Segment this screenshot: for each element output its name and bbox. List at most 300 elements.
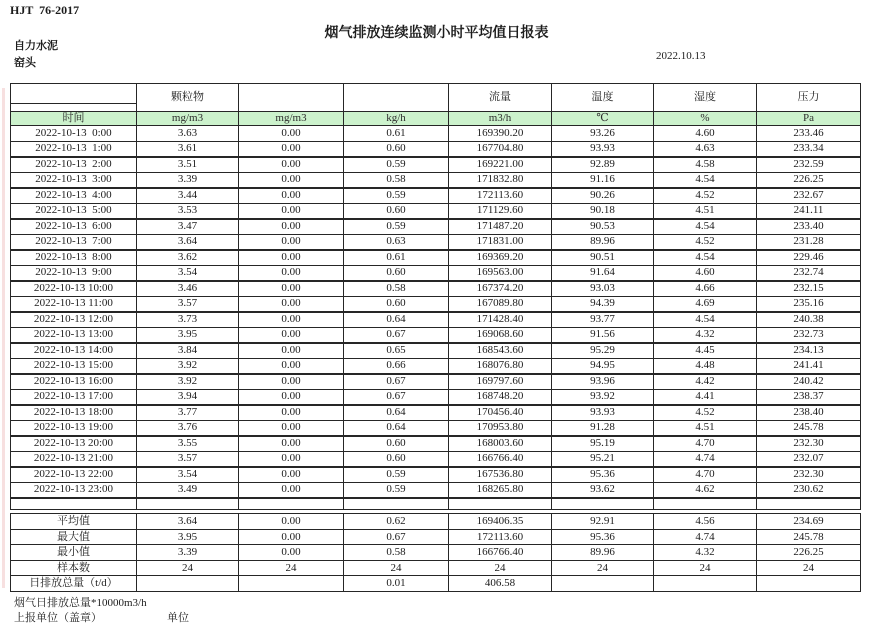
value-cell: 4.66 <box>654 281 757 297</box>
value-cell: 3.47 <box>137 219 239 235</box>
value-cell: 168076.80 <box>449 358 552 374</box>
table-row <box>11 188 861 204</box>
doc-code: HJT 76-2017 <box>10 3 80 17</box>
value-cell: 0.66 <box>344 358 449 374</box>
table-row <box>11 219 861 235</box>
time-cell: 2022-10-13 8:00 <box>11 250 137 266</box>
value-cell: 4.41 <box>654 389 757 405</box>
time-cell: 2022-10-13 0:00 <box>11 126 137 142</box>
value-cell: 169563.00 <box>449 265 552 281</box>
table-row <box>11 467 861 483</box>
value-cell: 0.00 <box>239 126 344 142</box>
value-cell: 0.01 <box>344 576 449 592</box>
table-row <box>11 265 861 281</box>
value-cell: 93.77 <box>552 312 654 328</box>
value-cell: 0.00 <box>239 312 344 328</box>
value-cell: 3.73 <box>137 312 239 328</box>
value-cell: 0.59 <box>344 467 449 483</box>
time-cell: 2022-10-13 12:00 <box>11 312 137 328</box>
value-cell: 95.19 <box>552 436 654 452</box>
value-cell: 0.00 <box>239 358 344 374</box>
value-cell: 4.62 <box>654 482 757 498</box>
table-row <box>11 576 861 592</box>
value-cell: 168265.80 <box>449 482 552 498</box>
value-cell: 171487.20 <box>449 219 552 235</box>
value-cell: 3.44 <box>137 188 239 204</box>
value-cell: 3.64 <box>137 234 239 250</box>
value-cell: 171428.40 <box>449 312 552 328</box>
time-cell: 2022-10-13 11:00 <box>11 296 137 312</box>
unit-header-row <box>11 112 861 126</box>
value-cell: 4.70 <box>654 467 757 483</box>
value-cell <box>11 498 137 510</box>
value-cell: 0.63 <box>344 234 449 250</box>
value-cell: 0.58 <box>344 281 449 297</box>
summary-label-cell: 平均值 <box>11 514 137 530</box>
time-cell: 2022-10-13 3:00 <box>11 172 137 188</box>
value-cell: 168748.20 <box>449 389 552 405</box>
value-cell: 0.60 <box>344 265 449 281</box>
value-cell: 0.00 <box>239 451 344 467</box>
value-cell <box>239 576 344 592</box>
value-cell: 3.39 <box>137 545 239 561</box>
group-header-row <box>11 84 861 112</box>
value-cell: 233.40 <box>757 219 861 235</box>
value-cell: 169406.35 <box>449 514 552 530</box>
value-cell: 91.64 <box>552 265 654 281</box>
value-cell: 90.26 <box>552 188 654 204</box>
value-cell: 94.95 <box>552 358 654 374</box>
value-cell: 91.16 <box>552 172 654 188</box>
value-cell: 3.95 <box>137 529 239 545</box>
value-cell: 3.76 <box>137 420 239 436</box>
time-cell: 2022-10-13 17:00 <box>11 389 137 405</box>
value-cell: 0.00 <box>239 529 344 545</box>
value-cell: 0.00 <box>239 172 344 188</box>
group-header-pressure: 压力 <box>757 84 861 112</box>
summary-label-cell: 日排放总量（t/d） <box>11 576 137 592</box>
value-cell: 168003.60 <box>449 436 552 452</box>
value-cell: 245.78 <box>757 420 861 436</box>
table-row <box>11 203 861 219</box>
table-row <box>11 312 861 328</box>
time-cell: 2022-10-13 5:00 <box>11 203 137 219</box>
value-cell: 169068.60 <box>449 327 552 343</box>
value-cell: 24 <box>552 560 654 576</box>
value-cell: 4.52 <box>654 405 757 421</box>
value-cell: 231.28 <box>757 234 861 250</box>
summary-label-cell: 最小值 <box>11 545 137 561</box>
table-row <box>11 498 861 510</box>
value-cell: 232.07 <box>757 451 861 467</box>
value-cell: 232.30 <box>757 467 861 483</box>
value-cell: 171831.00 <box>449 234 552 250</box>
table-row <box>11 529 861 545</box>
table-row <box>11 436 861 452</box>
value-cell: 232.74 <box>757 265 861 281</box>
table-row <box>11 374 861 390</box>
value-cell: 0.58 <box>344 545 449 561</box>
value-cell: 3.51 <box>137 157 239 173</box>
time-cell: 2022-10-13 7:00 <box>11 234 137 250</box>
value-cell: 0.00 <box>239 157 344 173</box>
value-cell: 0.00 <box>239 514 344 530</box>
value-cell: 226.25 <box>757 172 861 188</box>
flow-total-note: 烟气日排放总量*10000m3/h <box>14 597 147 609</box>
scan-artifact-line <box>2 88 5 588</box>
value-cell: 0.60 <box>344 296 449 312</box>
value-cell: 226.25 <box>757 545 861 561</box>
value-cell: 4.54 <box>654 250 757 266</box>
time-cell: 2022-10-13 20:00 <box>11 436 137 452</box>
value-cell: 3.92 <box>137 358 239 374</box>
table-row <box>11 343 861 359</box>
value-cell: 230.62 <box>757 482 861 498</box>
value-cell: 4.69 <box>654 296 757 312</box>
unit-label: 单位 <box>167 612 189 624</box>
value-cell: 233.34 <box>757 141 861 157</box>
value-cell: 4.51 <box>654 203 757 219</box>
table-row <box>11 514 861 530</box>
value-cell: 170953.80 <box>449 420 552 436</box>
value-cell <box>552 498 654 510</box>
value-cell: 0.00 <box>239 467 344 483</box>
value-cell: 232.73 <box>757 327 861 343</box>
value-cell: 169390.20 <box>449 126 552 142</box>
table-row <box>11 545 861 561</box>
value-cell: 0.59 <box>344 482 449 498</box>
unit-time: 时间 <box>11 112 137 126</box>
value-cell: 3.64 <box>137 514 239 530</box>
value-cell <box>757 576 861 592</box>
value-cell <box>344 498 449 510</box>
value-cell: 4.48 <box>654 358 757 374</box>
value-cell: 4.54 <box>654 219 757 235</box>
value-cell: 166766.40 <box>449 451 552 467</box>
time-cell: 2022-10-13 4:00 <box>11 188 137 204</box>
table-row <box>11 560 861 576</box>
table-row <box>11 141 861 157</box>
table-body <box>11 126 861 592</box>
value-cell: 169797.60 <box>449 374 552 390</box>
value-cell: 0.00 <box>239 420 344 436</box>
value-cell: 3.46 <box>137 281 239 297</box>
value-cell: 3.57 <box>137 296 239 312</box>
value-cell: 167704.80 <box>449 141 552 157</box>
value-cell: 0.00 <box>239 234 344 250</box>
value-cell: 4.32 <box>654 545 757 561</box>
reporting-unit-label: 上报单位（盖章） <box>14 612 102 624</box>
value-cell <box>239 498 344 510</box>
value-cell: 232.59 <box>757 157 861 173</box>
value-cell: 0.65 <box>344 343 449 359</box>
unit-kg-h: kg/h <box>344 112 449 126</box>
value-cell: 3.54 <box>137 467 239 483</box>
value-cell: 24 <box>239 560 344 576</box>
table-row <box>11 451 861 467</box>
value-cell: 3.57 <box>137 451 239 467</box>
table-row <box>11 389 861 405</box>
value-cell: 0.67 <box>344 389 449 405</box>
value-cell: 4.60 <box>654 126 757 142</box>
value-cell: 93.93 <box>552 141 654 157</box>
value-cell: 3.53 <box>137 203 239 219</box>
value-cell: 90.18 <box>552 203 654 219</box>
value-cell: 91.28 <box>552 420 654 436</box>
value-cell: 4.42 <box>654 374 757 390</box>
value-cell: 240.38 <box>757 312 861 328</box>
value-cell: 3.49 <box>137 482 239 498</box>
value-cell: 0.00 <box>239 141 344 157</box>
value-cell: 0.60 <box>344 203 449 219</box>
value-cell: 232.30 <box>757 436 861 452</box>
value-cell: 235.16 <box>757 296 861 312</box>
value-cell: 4.74 <box>654 529 757 545</box>
table-row <box>11 126 861 142</box>
value-cell: 0.00 <box>239 265 344 281</box>
value-cell: 3.77 <box>137 405 239 421</box>
group-header-blank-1 <box>239 84 344 112</box>
value-cell: 170456.40 <box>449 405 552 421</box>
value-cell: 0.64 <box>344 312 449 328</box>
group-header-humidity: 湿度 <box>654 84 757 112</box>
value-cell: 91.56 <box>552 327 654 343</box>
value-cell: 0.64 <box>344 420 449 436</box>
value-cell: 95.36 <box>552 529 654 545</box>
table-row <box>11 250 861 266</box>
value-cell: 4.63 <box>654 141 757 157</box>
value-cell: 406.58 <box>449 576 552 592</box>
value-cell: 3.84 <box>137 343 239 359</box>
value-cell: 166766.40 <box>449 545 552 561</box>
value-cell: 0.60 <box>344 141 449 157</box>
value-cell <box>552 576 654 592</box>
value-cell: 0.59 <box>344 219 449 235</box>
time-cell: 2022-10-13 14:00 <box>11 343 137 359</box>
value-cell: 171832.80 <box>449 172 552 188</box>
value-cell: 172113.60 <box>449 529 552 545</box>
time-group-header <box>11 84 137 112</box>
value-cell: 0.64 <box>344 405 449 421</box>
value-cell: 229.46 <box>757 250 861 266</box>
value-cell: 238.40 <box>757 405 861 421</box>
unit-mg-m3-2: mg/m3 <box>239 112 344 126</box>
value-cell: 3.95 <box>137 327 239 343</box>
value-cell: 4.70 <box>654 436 757 452</box>
table-row <box>11 296 861 312</box>
time-cell: 2022-10-13 10:00 <box>11 281 137 297</box>
value-cell: 3.61 <box>137 141 239 157</box>
value-cell: 95.21 <box>552 451 654 467</box>
group-header-particulate: 颗粒物 <box>137 84 239 112</box>
value-cell: 234.69 <box>757 514 861 530</box>
hourly-report-table <box>10 83 861 592</box>
value-cell: 0.61 <box>344 126 449 142</box>
company-name: 自力水泥 <box>14 40 58 52</box>
value-cell: 0.00 <box>239 250 344 266</box>
value-cell <box>757 498 861 510</box>
table-row <box>11 281 861 297</box>
group-header-flow: 流量 <box>449 84 552 112</box>
value-cell: 168543.60 <box>449 343 552 359</box>
value-cell: 3.62 <box>137 250 239 266</box>
value-cell: 0.00 <box>239 389 344 405</box>
value-cell: 0.00 <box>239 203 344 219</box>
value-cell: 0.60 <box>344 451 449 467</box>
value-cell: 93.26 <box>552 126 654 142</box>
value-cell: 0.59 <box>344 157 449 173</box>
value-cell: 3.94 <box>137 389 239 405</box>
value-cell: 0.00 <box>239 327 344 343</box>
value-cell: 24 <box>449 560 552 576</box>
time-cell: 2022-10-13 19:00 <box>11 420 137 436</box>
value-cell: 245.78 <box>757 529 861 545</box>
table-row <box>11 358 861 374</box>
value-cell: 0.67 <box>344 529 449 545</box>
value-cell: 0.60 <box>344 436 449 452</box>
value-cell: 238.37 <box>757 389 861 405</box>
value-cell: 232.15 <box>757 281 861 297</box>
value-cell: 3.39 <box>137 172 239 188</box>
value-cell: 172113.60 <box>449 188 552 204</box>
value-cell: 24 <box>137 560 239 576</box>
time-cell: 2022-10-13 15:00 <box>11 358 137 374</box>
value-cell: 0.00 <box>239 219 344 235</box>
unit-mg-m3-1: mg/m3 <box>137 112 239 126</box>
table-row <box>11 157 861 173</box>
table-row <box>11 482 861 498</box>
value-cell: 169221.00 <box>449 157 552 173</box>
value-cell: 4.52 <box>654 234 757 250</box>
value-cell: 167374.20 <box>449 281 552 297</box>
value-cell: 233.46 <box>757 126 861 142</box>
value-cell: 89.96 <box>552 234 654 250</box>
value-cell: 169369.20 <box>449 250 552 266</box>
table-row <box>11 172 861 188</box>
value-cell: 24 <box>757 560 861 576</box>
value-cell: 241.41 <box>757 358 861 374</box>
value-cell: 0.67 <box>344 374 449 390</box>
value-cell: 92.91 <box>552 514 654 530</box>
value-cell: 0.62 <box>344 514 449 530</box>
value-cell: 241.11 <box>757 203 861 219</box>
value-cell: 4.54 <box>654 312 757 328</box>
report-date: 2022.10.13 <box>656 50 706 62</box>
unit-celsius: ℃ <box>552 112 654 126</box>
value-cell: 4.52 <box>654 188 757 204</box>
value-cell: 90.53 <box>552 219 654 235</box>
monitoring-point: 窑头 <box>14 57 36 69</box>
value-cell: 4.58 <box>654 157 757 173</box>
time-cell: 2022-10-13 1:00 <box>11 141 137 157</box>
value-cell: 234.13 <box>757 343 861 359</box>
value-cell: 4.60 <box>654 265 757 281</box>
value-cell: 89.96 <box>552 545 654 561</box>
value-cell: 0.00 <box>239 545 344 561</box>
value-cell: 92.89 <box>552 157 654 173</box>
time-cell: 2022-10-13 2:00 <box>11 157 137 173</box>
unit-m3-h: m3/h <box>449 112 552 126</box>
value-cell: 0.00 <box>239 188 344 204</box>
time-cell: 2022-10-13 22:00 <box>11 467 137 483</box>
summary-label-cell: 最大值 <box>11 529 137 545</box>
value-cell: 4.56 <box>654 514 757 530</box>
value-cell: 171129.60 <box>449 203 552 219</box>
table-row <box>11 234 861 250</box>
value-cell: 4.51 <box>654 420 757 436</box>
value-cell: 0.59 <box>344 188 449 204</box>
value-cell: 0.00 <box>239 436 344 452</box>
value-cell: 3.92 <box>137 374 239 390</box>
time-cell: 2022-10-13 6:00 <box>11 219 137 235</box>
value-cell: 93.96 <box>552 374 654 390</box>
time-cell: 2022-10-13 21:00 <box>11 451 137 467</box>
time-cell: 2022-10-13 23:00 <box>11 482 137 498</box>
value-cell <box>654 576 757 592</box>
value-cell: 93.62 <box>552 482 654 498</box>
time-cell: 2022-10-13 18:00 <box>11 405 137 421</box>
value-cell <box>137 498 239 510</box>
value-cell: 93.92 <box>552 389 654 405</box>
table-row <box>11 420 861 436</box>
value-cell: 0.00 <box>239 405 344 421</box>
value-cell: 167536.80 <box>449 467 552 483</box>
value-cell: 93.03 <box>552 281 654 297</box>
value-cell: 95.36 <box>552 467 654 483</box>
value-cell: 24 <box>344 560 449 576</box>
value-cell: 3.63 <box>137 126 239 142</box>
value-cell: 0.00 <box>239 343 344 359</box>
value-cell: 4.54 <box>654 172 757 188</box>
value-cell: 3.55 <box>137 436 239 452</box>
summary-label-cell: 样本数 <box>11 560 137 576</box>
value-cell: 0.58 <box>344 172 449 188</box>
value-cell: 0.00 <box>239 281 344 297</box>
group-header-temperature: 温度 <box>552 84 654 112</box>
value-cell: 90.51 <box>552 250 654 266</box>
value-cell: 24 <box>654 560 757 576</box>
value-cell: 167089.80 <box>449 296 552 312</box>
unit-percent: % <box>654 112 757 126</box>
value-cell: 4.45 <box>654 343 757 359</box>
value-cell: 93.93 <box>552 405 654 421</box>
time-cell: 2022-10-13 13:00 <box>11 327 137 343</box>
unit-pa: Pa <box>757 112 861 126</box>
value-cell: 232.67 <box>757 188 861 204</box>
time-cell: 2022-10-13 9:00 <box>11 265 137 281</box>
value-cell: 0.61 <box>344 250 449 266</box>
value-cell: 94.39 <box>552 296 654 312</box>
value-cell: 0.00 <box>239 482 344 498</box>
value-cell: 95.29 <box>552 343 654 359</box>
value-cell <box>449 498 552 510</box>
header-split-line <box>11 91 136 105</box>
value-cell: 0.00 <box>239 374 344 390</box>
value-cell: 4.32 <box>654 327 757 343</box>
value-cell: 4.74 <box>654 451 757 467</box>
value-cell: 3.54 <box>137 265 239 281</box>
table-row <box>11 327 861 343</box>
group-header-blank-2 <box>344 84 449 112</box>
value-cell <box>137 576 239 592</box>
time-cell: 2022-10-13 16:00 <box>11 374 137 390</box>
value-cell: 0.67 <box>344 327 449 343</box>
value-cell <box>654 498 757 510</box>
value-cell: 240.42 <box>757 374 861 390</box>
value-cell: 0.00 <box>239 296 344 312</box>
page-title: 烟气排放连续监测小时平均值日报表 <box>324 25 549 41</box>
table-row <box>11 405 861 421</box>
